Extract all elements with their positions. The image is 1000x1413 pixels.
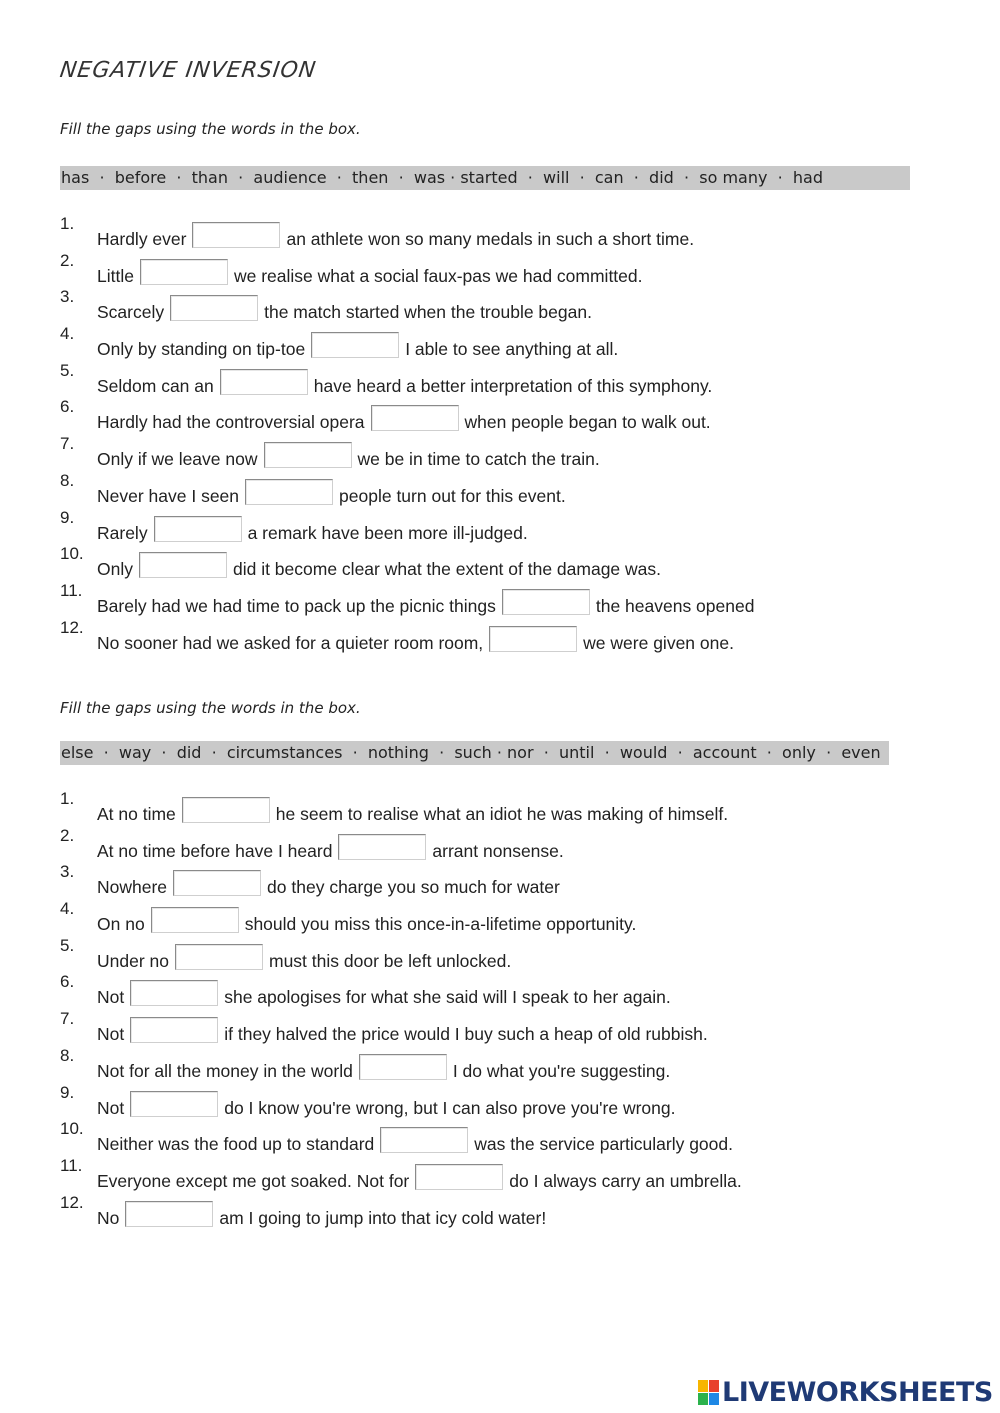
sentence-end: the match started when the trouble began. [264, 302, 592, 323]
answer-gap-input[interactable] [139, 552, 227, 578]
question-sentence [97, 870, 560, 898]
answer-gap-input[interactable] [502, 589, 590, 615]
question-number: 8. [60, 470, 75, 490]
question-sentence [97, 1017, 708, 1045]
answer-gap-input[interactable] [170, 295, 258, 321]
question-sentence [97, 222, 694, 250]
question-sentence [97, 1201, 546, 1229]
question-sentence [97, 1054, 670, 1082]
answer-gap-input[interactable] [311, 332, 399, 358]
sentence-end: the heavens opened [595, 595, 755, 616]
sentence-start: Nowhere [97, 877, 168, 898]
sentence-end: should you miss this once-in-a-lifetime opportunity. [244, 914, 637, 935]
sentence-start: Hardly had the controversial opera [97, 412, 365, 433]
question-number: 12. [60, 1192, 84, 1212]
worksheet-title: NEGATIVE INVERSION [58, 58, 318, 83]
question-item [60, 214, 960, 251]
question-item [60, 397, 960, 434]
question-sentence [97, 552, 661, 580]
section2-instruction: Fill the gaps using the words in the box. [60, 699, 361, 717]
question-item [60, 862, 960, 899]
answer-gap-input[interactable] [264, 442, 352, 468]
sentence-end: we be in time to catch the train. [357, 449, 600, 470]
question-item [60, 1083, 960, 1120]
answer-gap-input[interactable] [359, 1054, 447, 1080]
answer-gap-input[interactable] [371, 405, 459, 431]
question-number: 7. [60, 434, 75, 454]
sentence-end: we realise what a social faux-pas we had committed. [233, 265, 643, 286]
question-number: 2. [60, 825, 75, 845]
question-item [60, 287, 960, 324]
question-item [60, 972, 960, 1009]
sentence-end: do I always carry an umbrella. [509, 1170, 742, 1191]
answer-gap-input[interactable] [182, 797, 270, 823]
sentence-start: Not [97, 987, 125, 1008]
sentence-end: he seem to realise what an idiot he was making of himself. [275, 804, 729, 824]
question-sentence [97, 442, 600, 470]
answer-gap-input[interactable] [415, 1164, 503, 1190]
sentence-end: we were given one. [583, 632, 734, 653]
question-item [60, 544, 960, 581]
question-item [60, 361, 960, 398]
sentence-start: Little [97, 265, 134, 286]
question-number: 8. [60, 1045, 75, 1065]
answer-gap-input[interactable] [130, 980, 218, 1006]
section2-question-list [60, 789, 960, 1229]
answer-gap-input[interactable] [245, 479, 333, 505]
question-item [60, 1046, 960, 1083]
question-number: 4. [60, 324, 75, 344]
question-item [60, 1009, 960, 1046]
answer-gap-input[interactable] [192, 222, 280, 248]
question-number: 5. [60, 360, 75, 380]
sentence-start: Everyone except me got soaked. Not for [97, 1170, 410, 1191]
sentence-end: a remark have been more ill-judged. [247, 522, 528, 543]
sentence-end: arrant nonsense. [432, 840, 564, 861]
sentence-end: must this door be left unlocked. [269, 950, 512, 971]
question-sentence [97, 626, 734, 654]
question-sentence [97, 907, 636, 935]
sentence-end: have heard a better interpretation of this symphony. [313, 375, 713, 396]
sentence-end: am I going to jump into that icy cold water! [219, 1207, 547, 1228]
answer-gap-input[interactable] [151, 907, 239, 933]
question-sentence [97, 516, 528, 544]
liveworksheets-logo [698, 1377, 993, 1408]
question-number: 12. [60, 617, 84, 637]
sentence-end: did it become clear what the extent of the damage was. [232, 559, 662, 580]
question-item [60, 1156, 960, 1193]
section1-question-list [60, 214, 960, 654]
sentence-start: At no time before have I heard [97, 840, 333, 861]
question-sentence [97, 332, 618, 360]
sentence-start: Only by standing on tip-toe [97, 339, 306, 360]
answer-gap-input[interactable] [175, 944, 263, 970]
logo-square [698, 1380, 708, 1392]
sentence-start: Not [97, 1097, 125, 1118]
question-sentence [97, 797, 728, 825]
question-sentence [97, 1127, 733, 1155]
question-number: 9. [60, 507, 75, 527]
question-sentence [97, 405, 711, 433]
question-sentence [97, 479, 566, 507]
question-sentence [97, 295, 592, 323]
question-number: 6. [60, 397, 75, 417]
question-sentence [97, 259, 643, 287]
sentence-start: Neither was the food up to standard [97, 1134, 375, 1155]
answer-gap-input[interactable] [380, 1127, 468, 1153]
sentence-end: do I know you're wrong, but I can also prove you're wrong. [224, 1097, 676, 1118]
question-number: 11. [60, 580, 83, 600]
sentence-end: she apologises for what she said will I speak to her again. [224, 987, 671, 1008]
question-number: 1. [60, 789, 75, 808]
sentence-start: No sooner had we asked for a quieter room room, [97, 632, 484, 653]
answer-gap-input[interactable] [140, 259, 228, 285]
section1-word-box: has · before · than · audience · then · was · started · will · can · did · so many · had [60, 166, 910, 190]
sentence-end: do they charge you so much for water [267, 877, 560, 898]
question-number: 1. [60, 214, 75, 233]
question-number: 4. [60, 899, 75, 919]
question-sentence [97, 1164, 742, 1192]
section2-word-box: else · way · did · circumstances · nothing · such · nor · until · would · account · only · even [60, 741, 889, 765]
sentence-start: Rarely [97, 522, 148, 543]
question-number: 6. [60, 972, 75, 992]
logo-mark-icon [698, 1380, 719, 1405]
question-sentence [97, 834, 564, 862]
sentence-start: Under no [97, 950, 169, 971]
sentence-start: Barely had we had time to pack up the picnic things [97, 595, 496, 616]
sentence-start: On no [97, 914, 145, 935]
question-sentence [97, 1091, 675, 1119]
sentence-end: if they halved the price would I buy such a heap of old rubbish. [224, 1024, 708, 1045]
sentence-start: Scarcely [97, 302, 165, 323]
sentence-start: At no time [97, 804, 176, 824]
question-number: 2. [60, 250, 75, 270]
sentence-end: an athlete won so many medals in such a short time. [286, 229, 695, 249]
answer-gap-input[interactable] [220, 369, 308, 395]
question-sentence [97, 944, 511, 972]
question-item [60, 434, 960, 471]
answer-gap-input[interactable] [338, 834, 426, 860]
question-sentence [97, 589, 754, 617]
answer-gap-input[interactable] [130, 1017, 218, 1043]
question-item [60, 618, 960, 655]
section1-instruction: Fill the gaps using the words in the box. [60, 120, 361, 138]
question-item [60, 251, 960, 288]
sentence-end: when people began to walk out. [464, 412, 711, 433]
sentence-start: Hardly ever [97, 229, 187, 249]
question-number: 10. [60, 544, 84, 564]
answer-gap-input[interactable] [154, 516, 242, 542]
question-item [60, 789, 960, 826]
answer-gap-input[interactable] [489, 626, 577, 652]
answer-gap-input[interactable] [130, 1091, 218, 1117]
question-item [60, 324, 960, 361]
sentence-end: was the service particularly good. [474, 1134, 733, 1155]
sentence-start: Not for all the money in the world [97, 1060, 353, 1081]
question-item [60, 1119, 960, 1156]
question-item [60, 936, 960, 973]
logo-square [709, 1380, 719, 1392]
question-number: 7. [60, 1009, 75, 1029]
sentence-start: Seldom can an [97, 375, 214, 396]
question-item [60, 1193, 960, 1230]
answer-gap-input[interactable] [173, 870, 261, 896]
sentence-end: I able to see anything at all. [405, 339, 619, 360]
sentence-end: I do what you're suggesting. [452, 1060, 671, 1081]
logo-square [709, 1393, 719, 1405]
sentence-end: people turn out for this event. [339, 485, 566, 506]
sentence-start: No [97, 1207, 120, 1228]
answer-gap-input[interactable] [125, 1201, 213, 1227]
logo-text: LIVEWORKSHEETS [722, 1377, 993, 1408]
question-item [60, 581, 960, 618]
question-number: 11. [60, 1155, 83, 1175]
question-sentence [97, 980, 671, 1008]
question-item [60, 508, 960, 545]
question-item [60, 899, 960, 936]
sentence-start: Not [97, 1024, 125, 1045]
sentence-start: Only [97, 559, 133, 580]
sentence-start: Never have I seen [97, 485, 240, 506]
question-number: 3. [60, 862, 75, 882]
logo-square [698, 1393, 708, 1405]
question-item [60, 826, 960, 863]
question-number: 9. [60, 1082, 75, 1102]
question-number: 3. [60, 287, 75, 307]
question-sentence [97, 369, 712, 397]
question-number: 10. [60, 1119, 84, 1139]
question-number: 5. [60, 935, 75, 955]
question-item [60, 471, 960, 508]
sentence-start: Only if we leave now [97, 449, 258, 470]
